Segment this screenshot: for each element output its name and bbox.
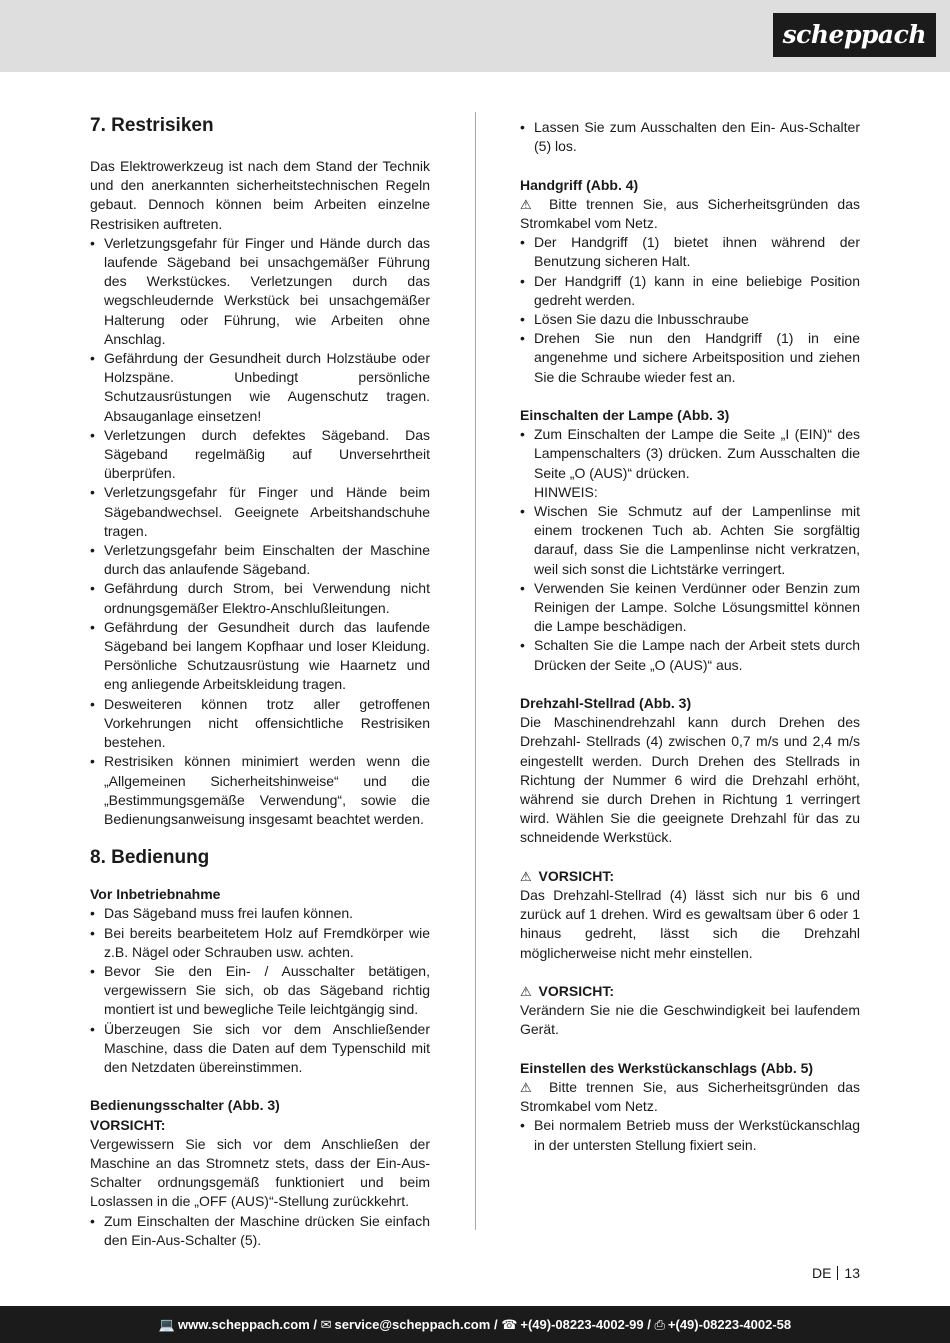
fax-icon: ⎙ — [654, 1317, 665, 1332]
caution-1-heading — [520, 867, 860, 886]
left-column — [90, 112, 430, 1250]
list-item: • Wischen Sie Schmutz auf der Lampenlinse mit einem trockenen Tuch ab. Achten Sie sorgfältig darauf, dass Sie die Lampenlinse nicht verkratzen, weil sich sonst die Lichtstärke verringert. — [520, 502, 860, 579]
footer-bar — [0, 1306, 950, 1343]
werkstueckanschlag-warning-text: Bitte trennen Sie, aus Sicherheitsgründen das Stromkabel vom Netz. — [520, 1079, 861, 1115]
list-item: • Drehen Sie nun den Handgriff (1) in eine angenehme und sichere Arbeitsposition und ziehen Sie die Schraube wieder fest an. — [520, 329, 860, 387]
lampe-list — [520, 425, 860, 675]
list-item: • Bei normalem Betrieb muss der Werkstückanschlag in der untersten Stellung fixiert sein. — [520, 1116, 860, 1154]
warning-triangle-icon: ⚠ — [520, 1080, 537, 1096]
list-item: • Verletzungen durch defektes Sägeband. Das Sägeband regelmäßig auf Unversehrtheit überprüfen. — [90, 426, 430, 484]
handgriff-warning — [520, 195, 860, 233]
footer-email[interactable]: service@scheppach.com — [334, 1317, 491, 1332]
warning-triangle-icon: ⚠ — [520, 196, 537, 212]
list-item: • Zum Einschalten der Lampe die Seite „I (EIN)“ des Lampenschalters (3) drücken. Zum Ausschalten die Seite „O (AUS)“ drücken. — [520, 425, 860, 483]
list-item: • Bei bereits bearbeitetem Holz auf Fremdkörper wie z.B. Nägel oder Schrauben usw. achten. — [90, 924, 430, 962]
footer-phone[interactable]: +(49)-08223-4002-99 — [520, 1317, 644, 1332]
header-bar — [0, 0, 950, 72]
column-divider — [475, 112, 476, 1230]
email-icon: ✉ — [320, 1317, 332, 1332]
hinweis-label: HINWEIS: — [534, 483, 598, 500]
section-7-title: 7. Restrisiken — [90, 115, 214, 136]
warning-triangle-icon: ⚠ — [520, 984, 532, 1000]
scheppach-logo[interactable]: scheppach — [773, 13, 936, 57]
section-8-title: 8. Bedienung — [90, 847, 210, 869]
vor-inbetriebnahme-heading: Vor Inbetriebnahme — [90, 886, 221, 903]
footer-website[interactable]: www.scheppach.com — [178, 1317, 310, 1332]
section-7-list — [90, 234, 430, 829]
caution-2-heading — [520, 982, 860, 1001]
caution-2-text: Verändern Sie nie die Geschwindigkeit bei laufendem Gerät. — [520, 1002, 860, 1038]
list-item: • Schalten Sie die Lampe nach der Arbeit stets durch Drücken der Seite „O (AUS)“ aus. — [520, 636, 860, 674]
werkstueckanschlag-heading: Einstellen des Werkstückanschlags (Abb. 5) — [520, 1059, 814, 1076]
footer-fax: +(49)-08223-4002-58 — [667, 1317, 792, 1332]
bedienungsschalter-text: Vergewissern Sie sich vor dem Anschließen der Maschine an das Stromnetz stets, dass der Ein-Aus- Schalter ordnungsgemäß funktioniert und beim Loslassen in die „OFF (AUS)“-Stellung zurückkehrt. — [90, 1135, 430, 1210]
list-item: • Lösen Sie dazu die Inbusschraube — [520, 310, 860, 329]
list-item: • Verletzungsgefahr beim Einschalten der Maschine durch das anlaufende Sägeband. — [90, 541, 430, 579]
drehzahl-text: Die Maschinendrehzahl kann durch Drehen des Drehzahl- Stellrads (4) zwischen 0,7 m/s und 2,4 m/s eingestellt werden. Durch Drehen des Stellrads in Richtung der Nummer 6 wird die Drehzahl erhöht, während sie durch Drehen in Richtung 1 verringert wird. Wählen Sie die geeignete Drehzahl für das zu schneidende Werkstück. — [520, 714, 860, 846]
bedienungsschalter-list — [90, 1212, 430, 1250]
caution-2-label: VORSICHT: — [538, 983, 614, 1000]
list-item: • Gefährdung der Gesundheit durch Holzstäube oder Holzspäne. Unbedingt persönliche Schutzausrüstungen wie Augenschutz tragen. Absauganlage einsetzen! — [90, 349, 430, 426]
list-item: • Zum Einschalten der Maschine drücken Sie einfach den Ein-Aus-Schalter (5). — [90, 1212, 430, 1250]
phone-icon: ☎ — [501, 1317, 518, 1332]
werkstueckanschlag-list — [520, 1116, 860, 1154]
footer-separator: / — [313, 1317, 318, 1332]
right-column — [520, 118, 860, 1155]
vor-inbetriebnahme-list — [90, 904, 430, 1077]
list-item: • Verwenden Sie keinen Verdünner oder Benzin zum Reinigen der Lampe. Solche Lösungsmittel können die Lampe beschädigen. — [520, 579, 860, 637]
handgriff-warning-text: Bitte trennen Sie, aus Sicherheitsgründen das Stromkabel vom Netz. — [520, 195, 861, 231]
list-item: • Gefährdung der Gesundheit durch das laufende Sägeband bei langem Kopfhaar und loser Kleidung. Persönliche Schutzausrüstung wie Haarnetz und eng anliegende Arbeitskleidung tragen. — [90, 618, 430, 695]
list-item: • Bevor Sie den Ein- / Ausschalter betätigen, vergewissern Sie sich, ob das Sägeband richtig montiert ist und bewegliche Teile leichtgängig sind. — [90, 962, 430, 1020]
footer-separator: / — [647, 1317, 651, 1332]
list-item: • Das Sägeband muss frei laufen können. — [90, 904, 430, 923]
list-item: • Desweiteren können trotz aller getroffenen Vorkehrungen nicht offensichtliche Restrisiken bestehen. — [90, 695, 430, 753]
list-item: • Verletzungsgefahr für Finger und Hände beim Sägebandwechsel. Geeignete Arbeitshandschuhe tragen. — [90, 483, 430, 541]
list-item: • Verletzungsgefahr für Finger und Hände durch das laufende Sägeband bei unsachgemäßer Führung des Werkstückes. Verletzungen durch das wegschleudernde Werkstück bei unsachgemäßer Halterung oder Führung, wie Arbeiten ohne Anschlag. — [90, 234, 430, 349]
caution-1-text: Das Drehzahl-Stellrad (4) lässt sich nur bis 6 und zurück auf 1 drehen. Wird es gewaltsam über 6 oder 1 hinaus gedreht, lässt sich die Drehzahl möglicherweise nicht mehr einstellen. — [520, 887, 860, 961]
lampe-heading: Einschalten der Lampe (Abb. 3) — [520, 407, 730, 424]
list-item: • Restrisiken können minimiert werden wenn die „Allgemeinen Sicherheitshinweise“ und die „Bestimmungsgemäße Verwendung“, sowie die Bedienungsanweisung insgesamt beachtet werden. — [90, 752, 430, 829]
bedienungsschalter-caution: VORSICHT: — [90, 1116, 166, 1133]
list-item: • Lassen Sie zum Ausschalten den Ein- Aus-Schalter (5) los. — [520, 118, 860, 156]
warning-triangle-icon: ⚠ — [520, 868, 532, 884]
list-item: • Der Handgriff (1) bietet ihnen während der Benutzung sicheren Halt. — [520, 233, 860, 271]
caution-1-label: VORSICHT: — [538, 867, 614, 884]
page-number-value: 13 — [844, 1265, 860, 1281]
section-7-intro: Das Elektrowerkzeug ist nach dem Stand der Technik und den anerkannten sicherheitstechnischen Regeln gebaut. Dennoch können beim Arbeiten einzelne Restrisiken auftreten. — [90, 158, 430, 232]
drehzahl-heading: Drehzahl-Stellrad (Abb. 3) — [520, 695, 692, 712]
page-number — [812, 1264, 860, 1283]
language-code: DE — [811, 1265, 832, 1281]
list-item: • Der Handgriff (1) kann in eine beliebige Position gedreht werden. — [520, 272, 860, 310]
list-item: • Gefährdung durch Strom, bei Verwendung nicht ordnungsgemäßer Elektro-Anschlußleitungen. — [90, 579, 430, 617]
bedienungsschalter-heading: Bedienungsschalter (Abb. 3) — [90, 1097, 280, 1114]
page-separator — [837, 1266, 838, 1280]
list-item: • Überzeugen Sie sich vor dem Anschließender Maschine, dass die Daten auf dem Typenschild mit den Netzdaten übereinstimmen. — [90, 1020, 430, 1078]
ausschalten-list — [520, 118, 860, 156]
handgriff-list — [520, 233, 860, 387]
footer-separator: / — [493, 1317, 498, 1332]
werkstueckanschlag-warning — [520, 1078, 860, 1116]
computer-icon: 💻 — [158, 1317, 176, 1332]
handgriff-heading: Handgriff (Abb. 4) — [520, 176, 639, 193]
